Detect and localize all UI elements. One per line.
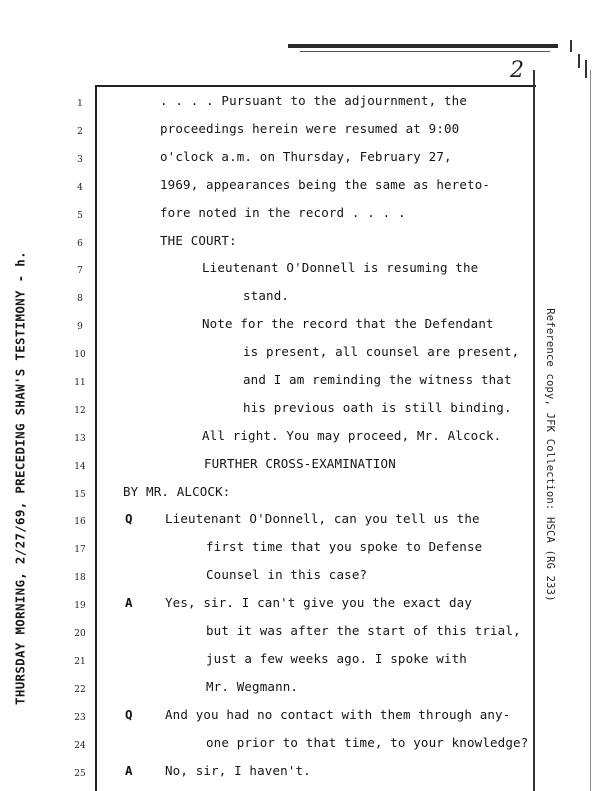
qa-marker: A	[125, 763, 133, 778]
scan-mark	[578, 54, 580, 68]
line-number: 16	[74, 517, 86, 527]
line-number: 7	[77, 266, 83, 276]
line-text: stand.	[243, 288, 290, 303]
line-text: No, sir, I haven't.	[165, 763, 311, 778]
transcript-line	[0, 539, 540, 561]
line-text: but it was after the start of this trial,	[206, 623, 521, 638]
line-number: 8	[77, 294, 83, 304]
line-text: first time that you spoke to Defense	[206, 539, 483, 554]
top-rule	[288, 44, 558, 48]
reference-note-text: Reference copy, JFK Collection: HSCA (RG 233)	[544, 308, 556, 602]
line-text: THE COURT:	[160, 233, 237, 248]
line-number: 2	[77, 127, 83, 137]
transcript-line	[0, 567, 540, 589]
line-number: 11	[74, 378, 86, 388]
line-text: is present, all counsel are present,	[243, 344, 520, 359]
transcript-line	[0, 400, 540, 422]
line-text: o'clock a.m. on Thursday, February 27,	[160, 149, 452, 164]
line-text: proceedings herein were resumed at 9:00	[160, 121, 460, 136]
transcript-line	[0, 260, 540, 282]
line-text: Yes, sir. I can't give you the exact day	[165, 595, 473, 610]
line-number: 24	[74, 741, 86, 751]
line-text: All right. You may proceed, Mr. Alcock.	[202, 428, 502, 443]
transcript-line	[0, 177, 540, 199]
transcript-line	[0, 763, 540, 785]
transcript-line	[0, 651, 540, 673]
line-text: one prior to that time, to your knowledge?	[206, 735, 529, 750]
line-text: Lieutenant O'Donnell is resuming the	[202, 260, 479, 275]
transcript-line	[0, 372, 540, 394]
transcript-line	[0, 316, 540, 338]
line-number: 20	[74, 629, 86, 639]
scan-mark	[585, 60, 587, 78]
line-number: 21	[74, 657, 86, 667]
line-text: Lieutenant O'Donnell, can you tell us the	[165, 511, 480, 526]
line-number: 9	[77, 322, 83, 332]
line-number: 6	[77, 239, 83, 249]
line-text: and I am reminding the witness that	[243, 372, 512, 387]
transcript-line	[0, 456, 540, 478]
transcript-line	[0, 205, 540, 227]
transcript-line	[0, 233, 540, 255]
frame-top-border	[96, 85, 536, 87]
line-number: 3	[77, 155, 83, 165]
line-text: Note for the record that the Defendant	[202, 316, 494, 331]
line-text: his previous oath is still binding.	[243, 400, 512, 415]
line-number: 13	[74, 434, 86, 444]
qa-marker: Q	[125, 511, 133, 526]
side-caption-text: THURSDAY MORNING, 2/27/69, PRECEDING SHAW'S TESTIMONY - h.	[12, 251, 28, 705]
transcript-line	[0, 149, 540, 171]
transcript-line	[0, 595, 540, 617]
transcript-line	[0, 679, 540, 701]
line-number: 19	[74, 601, 86, 611]
line-number: 4	[77, 183, 83, 193]
line-number: 1	[77, 99, 83, 109]
scan-edge	[590, 70, 591, 791]
transcript-line	[0, 344, 540, 366]
page-number: 2	[510, 58, 524, 83]
line-number: 25	[74, 769, 86, 779]
transcript-line	[0, 511, 540, 533]
line-text: just a few weeks ago. I spoke with	[206, 651, 467, 666]
line-text: FURTHER CROSS-EXAMINATION	[204, 456, 396, 471]
line-text: fore noted in the record . . . .	[160, 205, 406, 220]
qa-marker: A	[125, 595, 133, 610]
line-number: 22	[74, 685, 86, 695]
line-number: 18	[74, 573, 86, 583]
transcript-line	[0, 288, 540, 310]
line-number: 10	[74, 350, 86, 360]
line-text: BY MR. ALCOCK:	[123, 484, 231, 499]
line-text: And you had no contact with them through any-	[165, 707, 511, 722]
top-rule-thin	[300, 51, 550, 52]
scan-mark	[570, 40, 572, 52]
line-number: 15	[74, 490, 86, 500]
line-text: . . . . Pursuant to the adjournment, the	[160, 93, 468, 108]
transcript-line	[0, 707, 540, 729]
transcript-line	[0, 623, 540, 645]
reference-note	[544, 308, 560, 602]
line-number: 17	[74, 545, 86, 555]
line-number: 14	[74, 462, 86, 472]
line-number: 5	[77, 211, 83, 221]
line-text: 1969, appearances being the same as hereto-	[160, 177, 491, 192]
qa-marker: Q	[125, 707, 133, 722]
line-number: 12	[74, 406, 86, 416]
transcript-line	[0, 121, 540, 143]
transcript-line	[0, 484, 540, 506]
line-text: Mr. Wegmann.	[206, 679, 299, 694]
line-text: Counsel in this case?	[206, 567, 368, 582]
transcript-line	[0, 428, 540, 450]
line-number: 23	[74, 713, 86, 723]
transcript-line	[0, 93, 540, 115]
transcript-line	[0, 735, 540, 757]
